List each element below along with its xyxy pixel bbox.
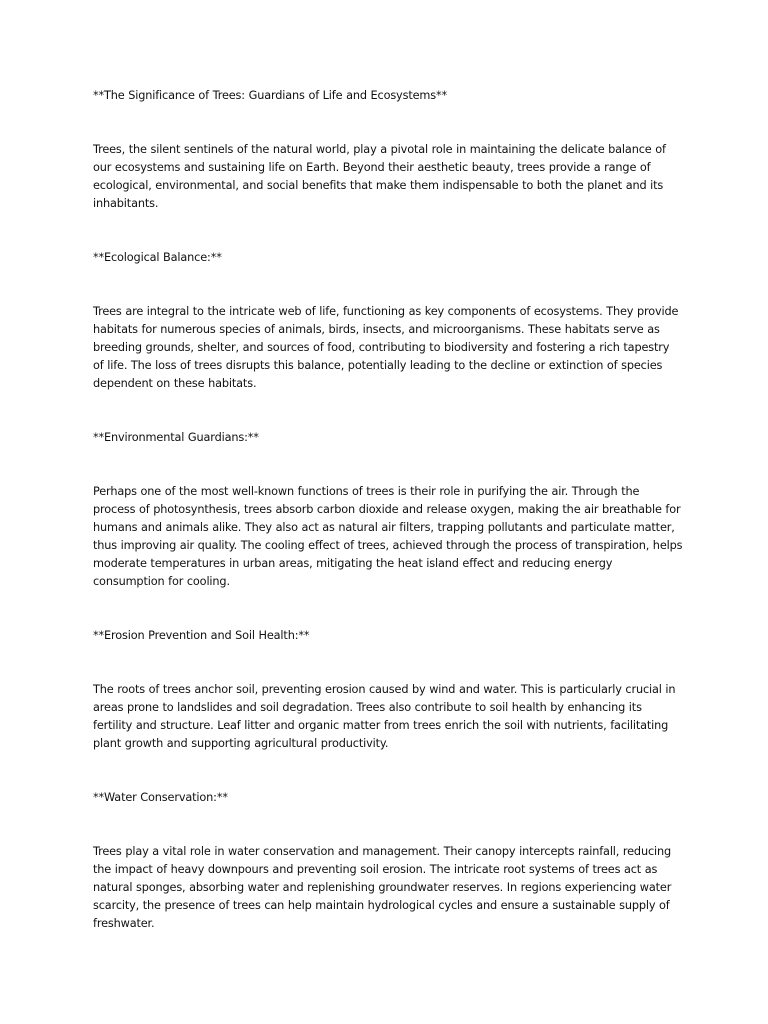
section-body-environmental-guardians: Perhaps one of the most well-known functions of trees is their role in purifying the air. Through the process of photosynthesis, trees absorb carbon dioxide and release oxygen, making the air breathable for humans and animals alike. They also act as natural air filters, trapping pollutants and particulate matter, thus improving air quality. The cooling effect of trees, achieved through the process of transpiration, helps moderate temperatures in urban areas, mitigating the heat island effect and reducing energy consumption for cooling. [93,485,683,588]
section-heading-erosion-prevention: **Erosion Prevention and Soil Health:** [93,629,310,642]
section-body-ecological-balance: Trees are integral to the intricate web of life, functioning as key components of ecosystems. They provide habitats for numerous species of animals, birds, insects, and microorganisms. These habitats serve as breeding grounds, shelter, and sources of food, contributing to biodiversity and fostering a rich tapestry of life. The loss of trees disrupts this balance, potentially leading to the decline or extinction of species dependent on these habitats. [93,305,679,390]
section-body-erosion-prevention: The roots of trees anchor soil, preventing erosion caused by wind and water. This is particularly crucial in areas prone to landslides and soil degradation. Trees also contribute to soil health by enhancing its fertility and structure. Leaf litter and organic matter from trees enrich the soil with nutrients, facilitating plant growth and supporting agricultural productivity. [93,683,676,750]
section-heading-ecological-balance: **Ecological Balance:** [93,251,222,264]
section-heading-environmental-guardians: **Environmental Guardians:** [93,431,259,444]
document-title: **The Significance of Trees: Guardians of Life and Ecosystems** [93,89,447,102]
section-body-water-conservation: Trees play a vital role in water conservation and management. Their canopy intercepts rainfall, reducing the impact of heavy downpours and preventing soil erosion. The intricate root systems of trees act as natural sponges, absorbing water and replenishing groundwater reserves. In regions experiencing water scarcity, the presence of trees can help maintain hydrological cycles and ensure a sustainable supply of freshwater. [93,845,672,930]
intro-paragraph: Trees, the silent sentinels of the natural world, play a pivotal role in maintaining the delicate balance of our ecosystems and sustaining life on Earth. Beyond their aesthetic beauty, trees provide a range of ecological, environmental, and social benefits that make them indispensable to both the planet and its inhabitants. [93,143,666,210]
section-heading-water-conservation: **Water Conservation:** [93,791,228,804]
